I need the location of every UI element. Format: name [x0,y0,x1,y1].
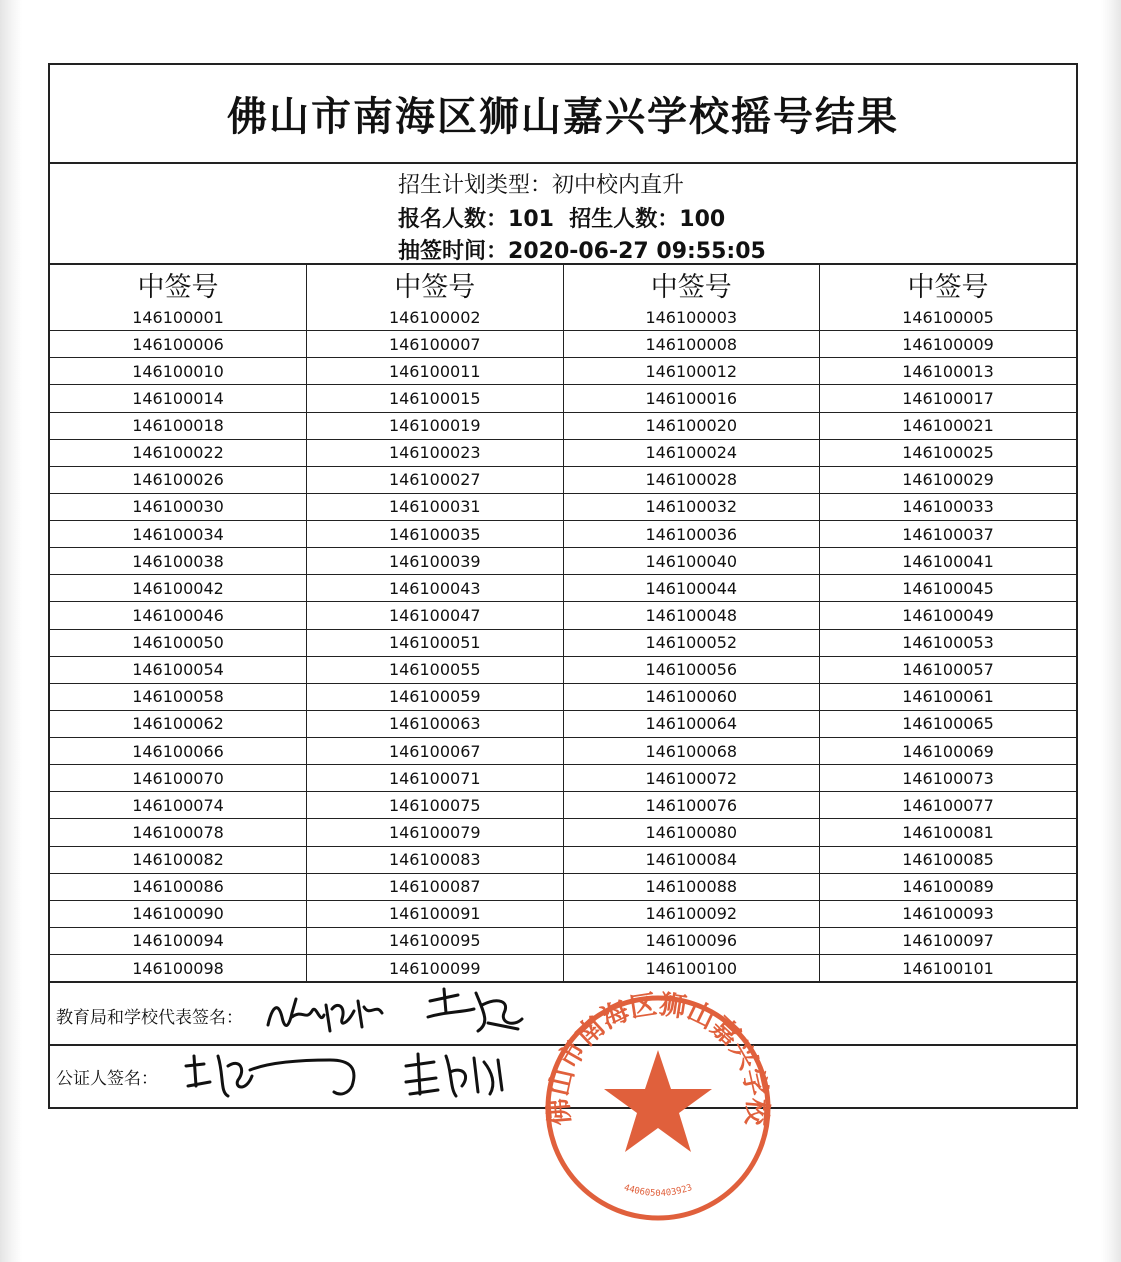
table-row [50,629,1076,656]
winning-number-cell: 146100011 [307,358,564,385]
winning-number-cell: 146100012 [563,358,820,385]
winning-number-cell: 146100098 [50,955,307,982]
winning-number-cell: 146100038 [50,548,307,575]
plan-type-line [398,168,684,199]
notary-signature-label: 公证人签名： [56,1069,158,1089]
draw-time-label: 抽签时间： [398,239,509,264]
winning-number-cell: 146100099 [307,955,564,982]
winning-number-cell: 146100076 [563,792,820,819]
winning-number-cell: 146100003 [563,304,820,331]
table-row [50,521,1076,548]
table-row [50,466,1076,493]
winning-number-cell: 146100044 [563,575,820,602]
table-row [50,331,1076,358]
winning-number-cell: 146100068 [563,738,820,765]
winning-number-cell: 146100100 [563,955,820,982]
winning-number-cell: 146100089 [820,873,1077,900]
winning-number-cell: 146100054 [50,656,307,683]
applicants-value: 101 [508,207,554,232]
winning-number-cell: 146100014 [50,385,307,412]
representative-signature-1 [262,987,392,1043]
winning-number-cell: 146100002 [307,304,564,331]
info-section [50,164,1076,265]
seal-text: 佛山市南海区狮山嘉兴学校 [543,990,773,1127]
draw-time-line [398,234,766,265]
winning-number-cell: 146100049 [820,602,1077,629]
counts-line [398,202,725,233]
winning-number-cell: 146100059 [307,683,564,710]
winning-number-cell: 146100091 [307,900,564,927]
seal-star-icon [604,1050,712,1152]
winning-number-cell: 146100036 [563,521,820,548]
winning-number-cell: 146100094 [50,927,307,954]
title-row [50,65,1076,164]
table-row [50,493,1076,520]
page-edge-right [1101,0,1121,1262]
winning-number-cell: 146100033 [820,493,1077,520]
winning-number-cell: 146100067 [307,738,564,765]
winning-number-cell: 146100027 [307,466,564,493]
winning-number-cell: 146100072 [563,765,820,792]
winning-number-cell: 146100034 [50,521,307,548]
winning-number-cell: 146100061 [820,683,1077,710]
results-table [50,265,1076,981]
table-row [50,765,1076,792]
table-row [50,385,1076,412]
page-edge-left [0,0,22,1262]
winning-number-cell: 146100060 [563,683,820,710]
winning-number-cell: 146100023 [307,439,564,466]
winning-number-cell: 146100066 [50,738,307,765]
winning-number-cell: 146100074 [50,792,307,819]
winning-number-cell: 146100053 [820,629,1077,656]
winning-number-cell: 146100025 [820,439,1077,466]
winning-number-cell: 146100032 [563,493,820,520]
table-row [50,656,1076,683]
official-seal [538,990,778,1230]
winning-number-cell: 146100051 [307,629,564,656]
table-row [50,439,1076,466]
winning-number-cell: 146100096 [563,927,820,954]
winning-number-cell: 146100084 [563,846,820,873]
winning-number-cell: 146100024 [563,439,820,466]
winning-number-cell: 146100035 [307,521,564,548]
winning-number-cell: 146100018 [50,412,307,439]
winning-number-cell: 146100069 [820,738,1077,765]
table-row [50,683,1076,710]
winning-number-cell: 146100062 [50,710,307,737]
winning-number-cell: 146100092 [563,900,820,927]
table-row [50,819,1076,846]
winning-number-cell: 146100046 [50,602,307,629]
applicants-label: 报名人数： [398,207,509,232]
notary-signature-1 [180,1046,380,1108]
winning-number-cell: 146100071 [307,765,564,792]
quota-value: 100 [679,207,726,232]
winning-number-cell: 146100078 [50,819,307,846]
winning-number-cell: 146100077 [820,792,1077,819]
winning-number-cell: 146100064 [563,710,820,737]
table-row [50,602,1076,629]
table-row [50,575,1076,602]
winning-number-cell: 146100055 [307,656,564,683]
representative-signature-2 [418,983,528,1045]
winning-number-cell: 146100001 [50,304,307,331]
winning-number-cell: 146100042 [50,575,307,602]
table-header-row [50,265,1076,304]
winning-number-cell: 146100048 [563,602,820,629]
winning-number-cell: 146100070 [50,765,307,792]
winning-number-cell: 146100045 [820,575,1077,602]
winning-number-cell: 146100088 [563,873,820,900]
winning-number-cell: 146100058 [50,683,307,710]
table-row [50,738,1076,765]
winning-number-cell: 146100085 [820,846,1077,873]
winning-number-cell: 146100081 [820,819,1077,846]
table-row [50,412,1076,439]
table-row [50,792,1076,819]
document-title: 佛山市南海区狮山嘉兴学校摇号结果 [227,94,899,140]
winning-number-cell: 146100052 [563,629,820,656]
winning-number-cell: 146100039 [307,548,564,575]
winning-number-cell: 146100006 [50,331,307,358]
plan-type-label: 招生计划类型： [398,173,553,198]
winning-number-cell: 146100028 [563,466,820,493]
column-header: 中签号 [50,265,307,304]
winning-number-cell: 146100065 [820,710,1077,737]
table-row [50,710,1076,737]
winning-number-cell: 146100016 [563,385,820,412]
representative-signature-label: 教育局和学校代表签名： [56,1008,243,1028]
winning-number-cell: 146100075 [307,792,564,819]
winning-number-cell: 146100093 [820,900,1077,927]
winning-number-cell: 146100019 [307,412,564,439]
winning-number-cell: 146100013 [820,358,1077,385]
winning-number-cell: 146100005 [820,304,1077,331]
winning-number-cell: 146100030 [50,493,307,520]
winning-number-cell: 146100050 [50,629,307,656]
table-row [50,846,1076,873]
table-row [50,358,1076,385]
winning-number-cell: 146100007 [307,331,564,358]
table-row [50,927,1076,954]
winning-number-cell: 146100056 [563,656,820,683]
plan-type-value: 初中校内直升 [552,173,685,198]
winning-number-cell: 146100026 [50,466,307,493]
winning-number-cell: 146100041 [820,548,1077,575]
winning-number-cell: 146100022 [50,439,307,466]
winning-number-cell: 146100037 [820,521,1077,548]
table-row [50,873,1076,900]
winning-number-cell: 146100086 [50,873,307,900]
winning-number-cell: 146100083 [307,846,564,873]
winning-number-cell: 146100043 [307,575,564,602]
winning-number-cell: 146100101 [820,955,1077,982]
draw-time-value: 2020-06-27 09:55:05 [508,239,766,264]
winning-number-cell: 146100090 [50,900,307,927]
notary-signature-2 [400,1048,520,1104]
winning-number-cell: 146100008 [563,331,820,358]
column-header: 中签号 [820,265,1077,304]
winning-number-cell: 146100020 [563,412,820,439]
results-grid [50,265,1076,983]
table-row [50,548,1076,575]
table-row [50,900,1076,927]
column-header: 中签号 [307,265,564,304]
winning-number-cell: 146100047 [307,602,564,629]
winning-number-cell: 146100063 [307,710,564,737]
table-row [50,955,1076,982]
table-body [50,304,1076,981]
winning-number-cell: 146100017 [820,385,1077,412]
winning-number-cell: 146100095 [307,927,564,954]
table-row [50,304,1076,331]
winning-number-cell: 146100082 [50,846,307,873]
seal-number: 4406050403923 [622,1183,694,1199]
winning-number-cell: 146100087 [307,873,564,900]
winning-number-cell: 146100015 [307,385,564,412]
winning-number-cell: 146100079 [307,819,564,846]
winning-number-cell: 146100080 [563,819,820,846]
winning-number-cell: 146100010 [50,358,307,385]
winning-number-cell: 146100073 [820,765,1077,792]
winning-number-cell: 146100097 [820,927,1077,954]
winning-number-cell: 146100021 [820,412,1077,439]
column-header: 中签号 [563,265,820,304]
winning-number-cell: 146100029 [820,466,1077,493]
result-document [48,63,1078,1109]
quota-label: 招生人数： [569,207,680,232]
winning-number-cell: 146100057 [820,656,1077,683]
winning-number-cell: 146100009 [820,331,1077,358]
winning-number-cell: 146100031 [307,493,564,520]
winning-number-cell: 146100040 [563,548,820,575]
